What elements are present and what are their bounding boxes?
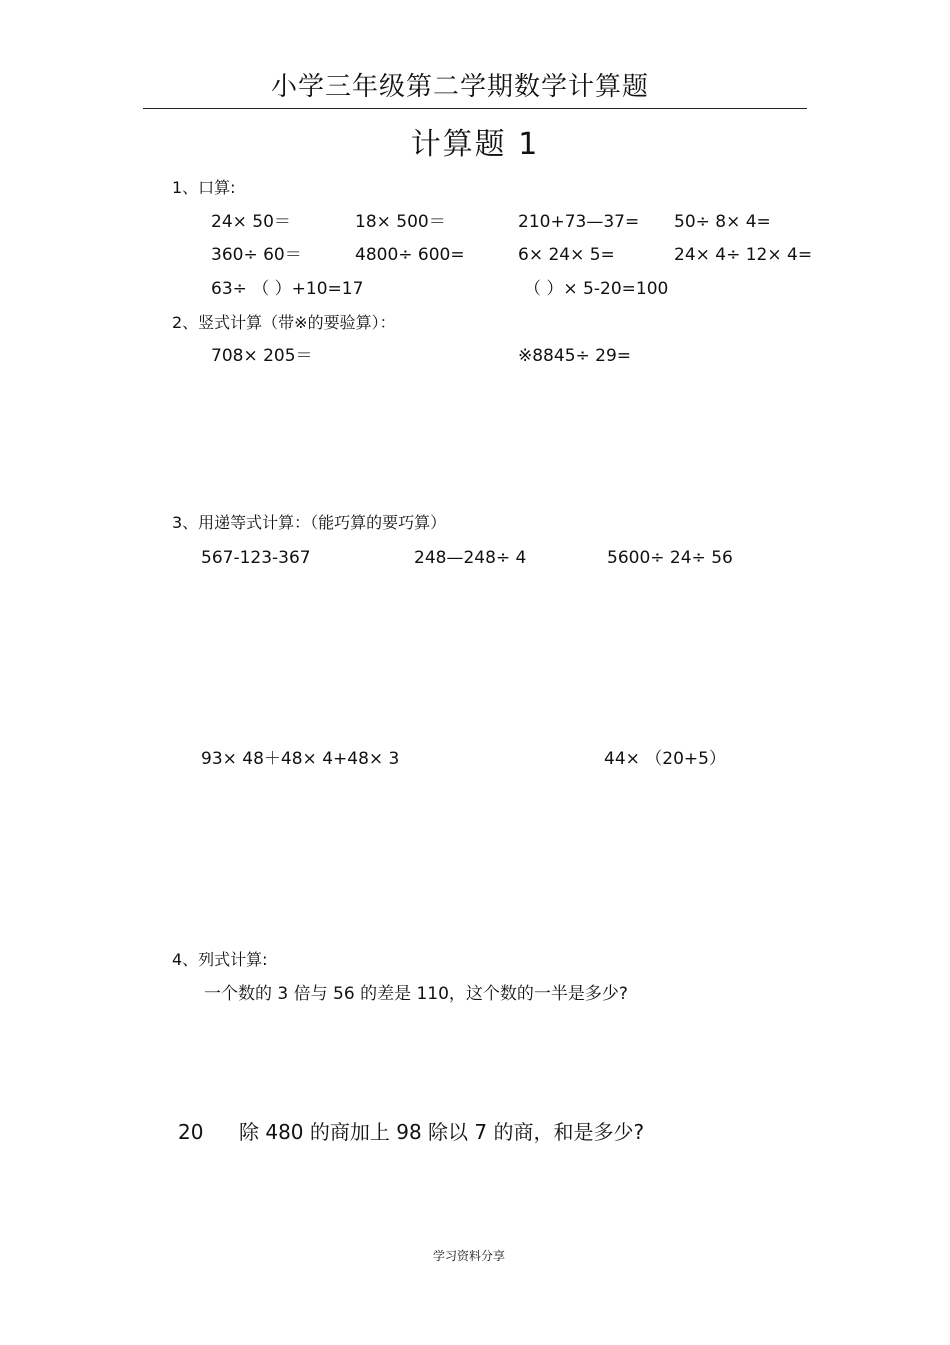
step-calc-problem: 248—248÷ 4 <box>414 548 527 568</box>
section-2-heading: 2、竖式计算（带※的要验算）： <box>172 313 396 332</box>
oral-problem: 4800÷ 600= <box>355 245 465 265</box>
word-problem-number: 20 <box>178 1120 204 1144</box>
oral-problem: 6× 24× 5= <box>518 245 615 265</box>
step-calc-problem: 93× 48＋48× 4+48× 3 <box>201 749 400 769</box>
document-header-title: 小学三年级第二学期数学计算题 <box>270 72 649 102</box>
section-3-heading: 3、用递等式计算：（能巧算的要巧算） <box>172 513 447 532</box>
oral-problem: 24× 4÷ 12× 4= <box>674 245 813 265</box>
header-divider <box>143 108 807 109</box>
word-problem: 除 480 的商加上 98 除以 7 的商，和是多少? <box>239 1120 645 1144</box>
step-calc-problem: 44× （20+5） <box>604 749 726 769</box>
vertical-calc-problem: 708× 205＝ <box>211 346 313 366</box>
step-calc-problem: 567-123-367 <box>201 548 311 568</box>
footer-note: 学习资料分享 <box>432 1249 505 1263</box>
step-calc-problem: 5600÷ 24÷ 56 <box>607 548 733 568</box>
oral-problem-fill-blank: （ ）× 5-20=100 <box>524 279 669 299</box>
vertical-calc-problem-with-check: ※8845÷ 29= <box>518 346 632 366</box>
sheet-title: 计算题 1 <box>410 127 540 162</box>
section-4-heading: 4、列式计算: <box>172 950 268 969</box>
word-problem: 一个数的 3 倍与 56 的差是 110，这个数的一半是多少? <box>204 984 628 1004</box>
section-1-heading: 1、口算: <box>172 178 236 197</box>
oral-problem: 50÷ 8× 4= <box>674 212 771 232</box>
oral-problem: 24× 50＝ <box>211 212 291 232</box>
oral-problem: 18× 500＝ <box>355 212 446 232</box>
oral-problem: 360÷ 60＝ <box>211 245 302 265</box>
oral-problem-fill-blank: 63÷ （ ）+10=17 <box>211 279 364 299</box>
oral-problem: 210+73—37= <box>518 212 640 232</box>
